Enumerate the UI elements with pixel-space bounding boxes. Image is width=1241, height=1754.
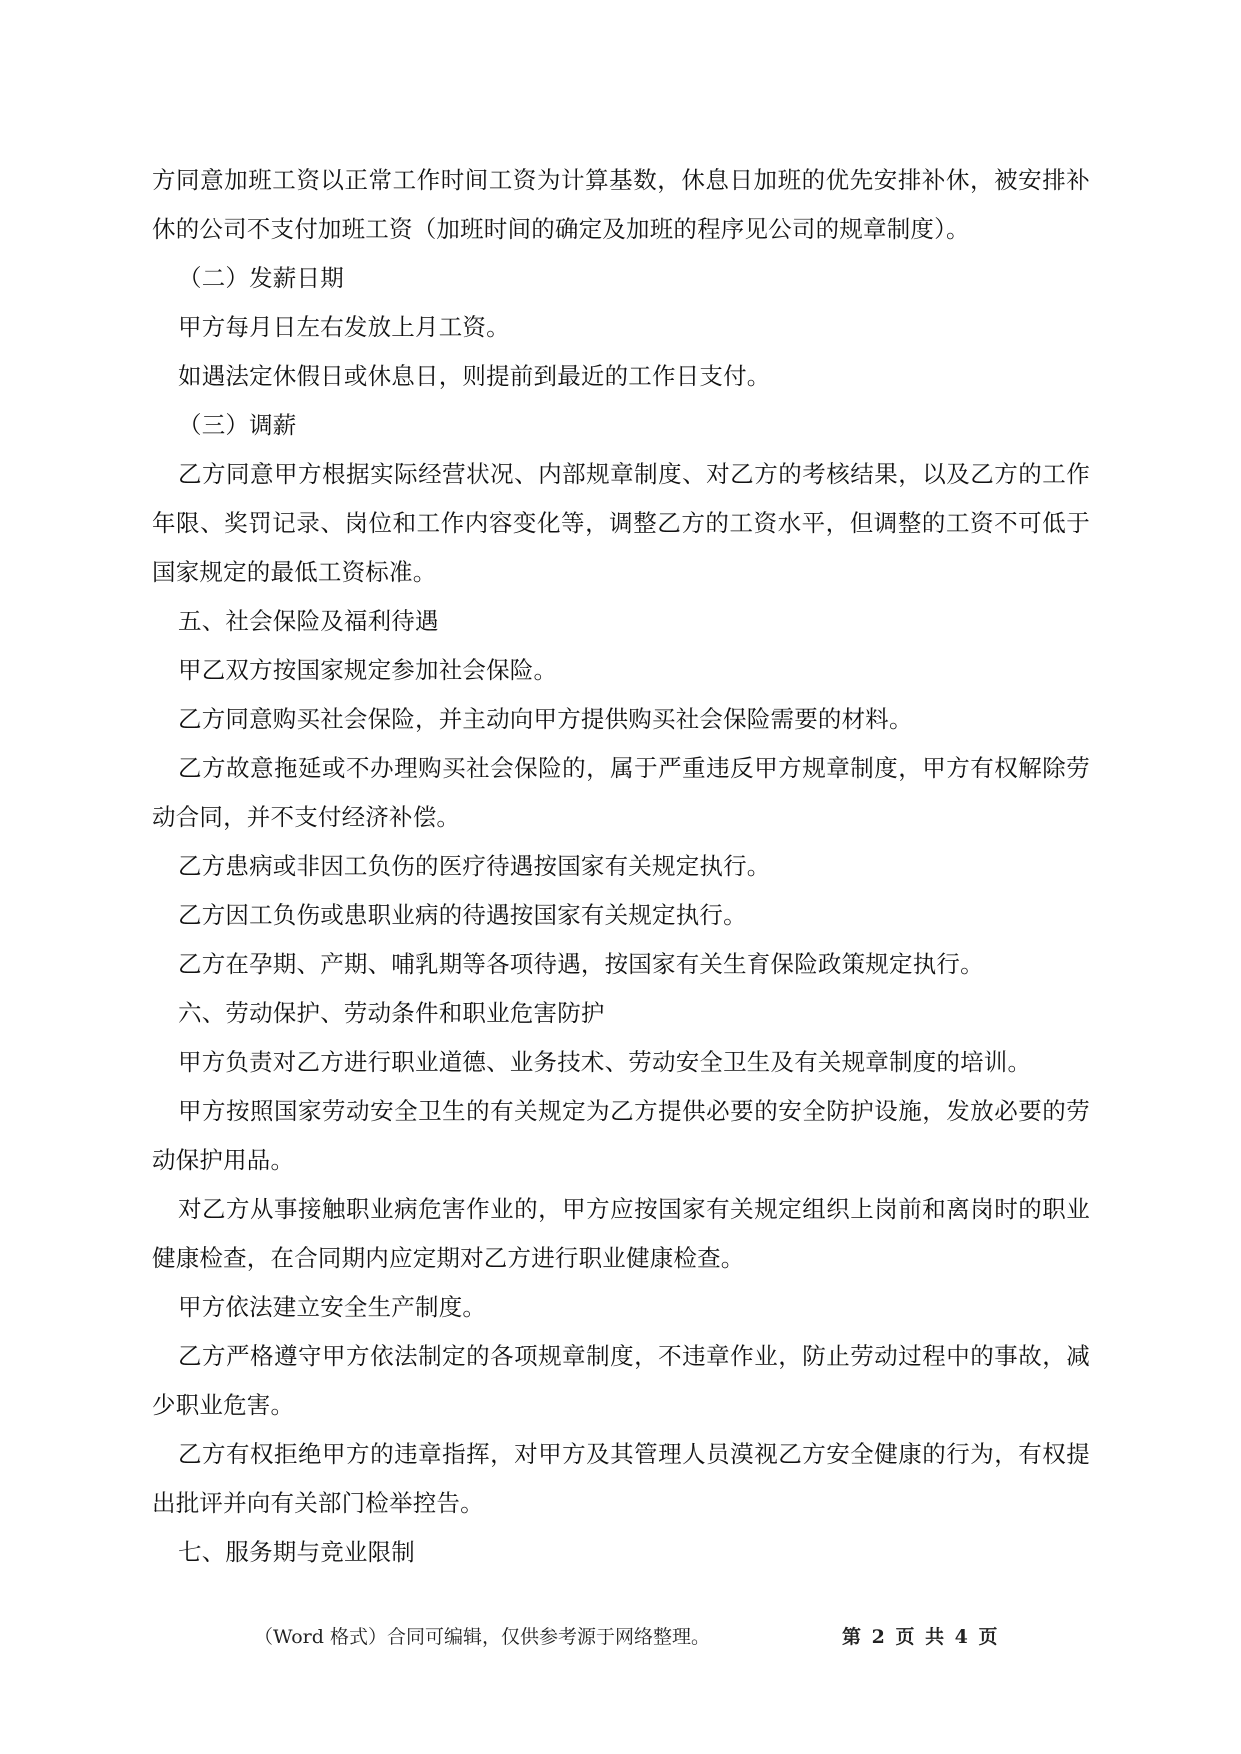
section-heading: （三）调薪 bbox=[178, 411, 297, 439]
paragraph: 甲乙双方按国家规定参加社会保险。 bbox=[178, 656, 558, 684]
paragraph: 乙方严格遵守甲方依法制定的各项规章制度，不违章作业，防止劳动过程中的事故，减少职业危害。 bbox=[152, 1342, 1090, 1419]
document-body bbox=[152, 156, 1090, 1577]
paragraph: 如遇法定休假日或休息日，则提前到最近的工作日支付。 bbox=[178, 362, 771, 390]
page-footer bbox=[0, 1622, 1241, 1652]
paragraph: 乙方有权拒绝甲方的违章指挥，对甲方及其管理人员漠视乙方安全健康的行为，有权提出批评并向有关部门检举控告。 bbox=[152, 1440, 1090, 1517]
paragraph: 乙方因工负伤或患职业病的待遇按国家有关规定执行。 bbox=[178, 901, 747, 929]
paragraph: 方同意加班工资以正常工作时间工资为计算基数，休息日加班的优先安排补休，被安排补休的公司不支付加班工资（加班时间的确定及加班的程序见公司的规章制度）。 bbox=[152, 166, 1090, 243]
paragraph: 乙方同意甲方根据实际经营状况、内部规章制度、对乙方的考核结果，以及乙方的工作年限、奖罚记录、岗位和工作内容变化等，调整乙方的工资水平，但调整的工资不可低于国家规定的最低工资标准。 bbox=[152, 460, 1090, 586]
paragraph: 甲方按照国家劳动安全卫生的有关规定为乙方提供必要的安全防护设施，发放必要的劳动保护用品。 bbox=[152, 1097, 1090, 1174]
paragraph: 乙方故意拖延或不办理购买社会保险的，属于严重违反甲方规章制度，甲方有权解除劳动合同，并不支付经济补偿。 bbox=[152, 754, 1090, 831]
paragraph: 对乙方从事接触职业病危害作业的，甲方应按国家有关规定组织上岗前和离岗时的职业健康检查，在合同期内应定期对乙方进行职业健康检查。 bbox=[152, 1195, 1090, 1272]
section-heading: （二）发薪日期 bbox=[178, 264, 344, 292]
footer-note: （Word 格式）合同可编辑，仅供参考源于网络整理。 bbox=[254, 1626, 710, 1648]
paragraph: 甲方依法建立安全生产制度。 bbox=[178, 1293, 487, 1321]
section-heading: 七、服务期与竞业限制 bbox=[178, 1538, 415, 1566]
section-heading: 五、社会保险及福利待遇 bbox=[178, 607, 439, 635]
paragraph: 甲方负责对乙方进行职业道德、业务技术、劳动安全卫生及有关规章制度的培训。 bbox=[178, 1048, 1032, 1076]
paragraph: 乙方患病或非因工负伤的医疗待遇按国家有关规定执行。 bbox=[178, 852, 771, 880]
paragraph: 乙方在孕期、产期、哺乳期等各项待遇，按国家有关生育保险政策规定执行。 bbox=[178, 950, 984, 978]
paragraph: 甲方每月日左右发放上月工资。 bbox=[178, 313, 510, 341]
section-heading: 六、劳动保护、劳动条件和职业危害防护 bbox=[178, 999, 605, 1027]
page-number: 第 2 页 共 4 页 bbox=[842, 1626, 1000, 1648]
paragraph: 乙方同意购买社会保险，并主动向甲方提供购买社会保险需要的材料。 bbox=[178, 705, 913, 733]
